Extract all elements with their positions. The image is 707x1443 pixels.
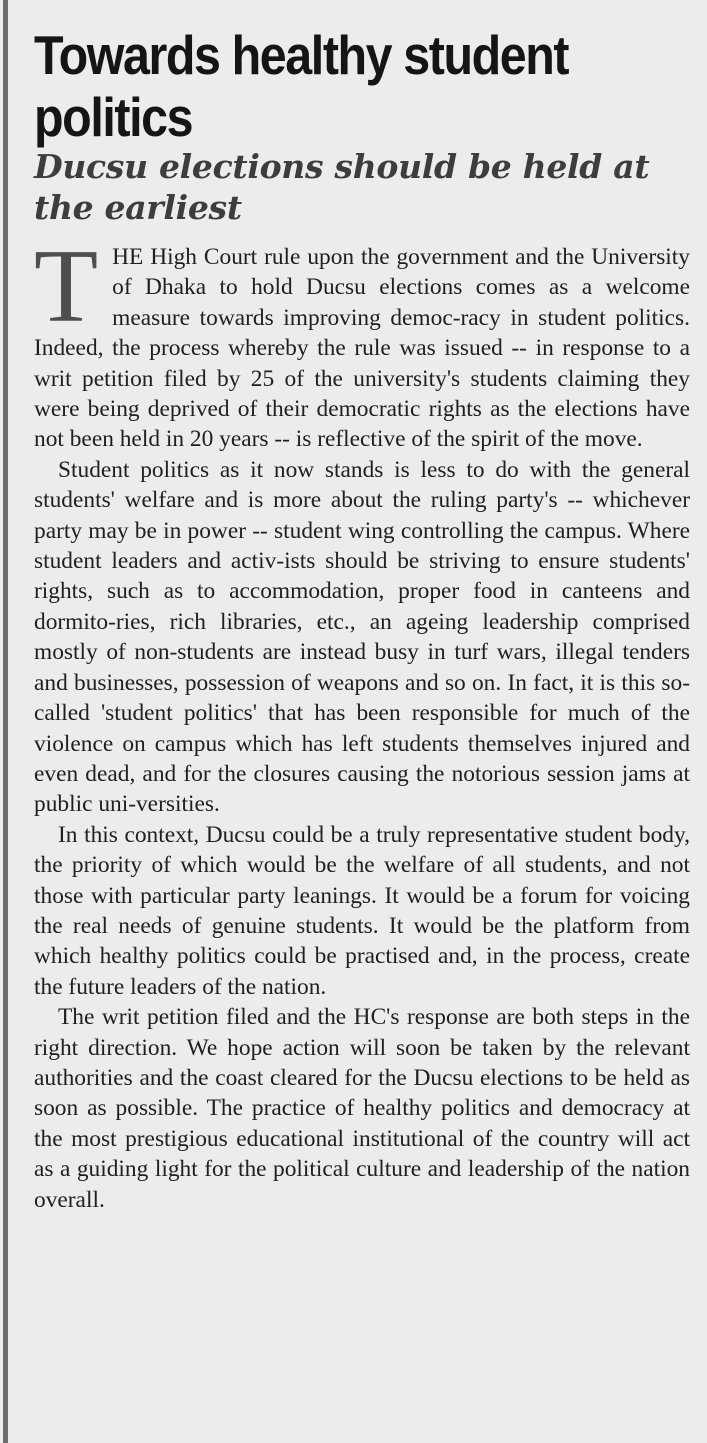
article-body bbox=[34, 227, 690, 1215]
paragraph-2: Student politics as it now stands is less to do with the general students' welfare and is more about the ruling party's -- whichever party may be in power -- student wing controlling the campus. Where student leaders and activ-ists should be striving to ensure students' rights, such as to accommodation, proper food in canteens and dormito-ries, rich libraries, etc., an ageing leadership comprised mostly of non-students are instead busy in turf wars, illegal tenders and businesses, possession of weapons and so on. In fact, it is this so-called 'student politics' that has been responsible for much of the violence on campus which has left students themselves injured and even dead, and for the closures causing the notorious session jams at public uni-versities. bbox=[34, 456, 690, 818]
paragraph-3: In this context, Ducsu could be a truly representative student body, the priority of which would be the welfare of all students, and not those with particular party leanings. It would be a forum for voicing the real needs of genuine students. It would be the platform from which healthy politics could be practised and, in the process, create the future leaders of the nation. bbox=[34, 821, 690, 1000]
column-rule bbox=[3, 0, 8, 1443]
headline: Towards healthy student politics bbox=[34, 24, 569, 148]
editorial-article bbox=[34, 24, 690, 1215]
paragraph-1-text: HE High Court rule upon the government and the University of Dhaka to hold Ducsu elections comes as a welcome measure towards improving democ-racy in student politics. Indeed, the process whereby the rule was issued -- in response to a writ petition filed by 25 of the university's students claiming they were being deprived of their democratic rights as the elections have not been held in 20 years -- is reflective of the spirit of the move. bbox=[34, 244, 690, 453]
paragraph-4: The writ petition filed and the HC's response are both steps in the right direction. We hope action will soon be taken by the relevant authorities and the coast cleared for the Ducsu elections to be held as soon as possible. The practice of healthy politics and democracy at the most prestigious educational institutional of the country will act as a guiding light for the political culture and leadership of the nation overall. bbox=[34, 1004, 690, 1213]
subheadline: Ducsu elections should be held at the earliest bbox=[34, 147, 650, 227]
paragraph-1 bbox=[34, 227, 690, 455]
drop-cap: T bbox=[34, 227, 99, 344]
